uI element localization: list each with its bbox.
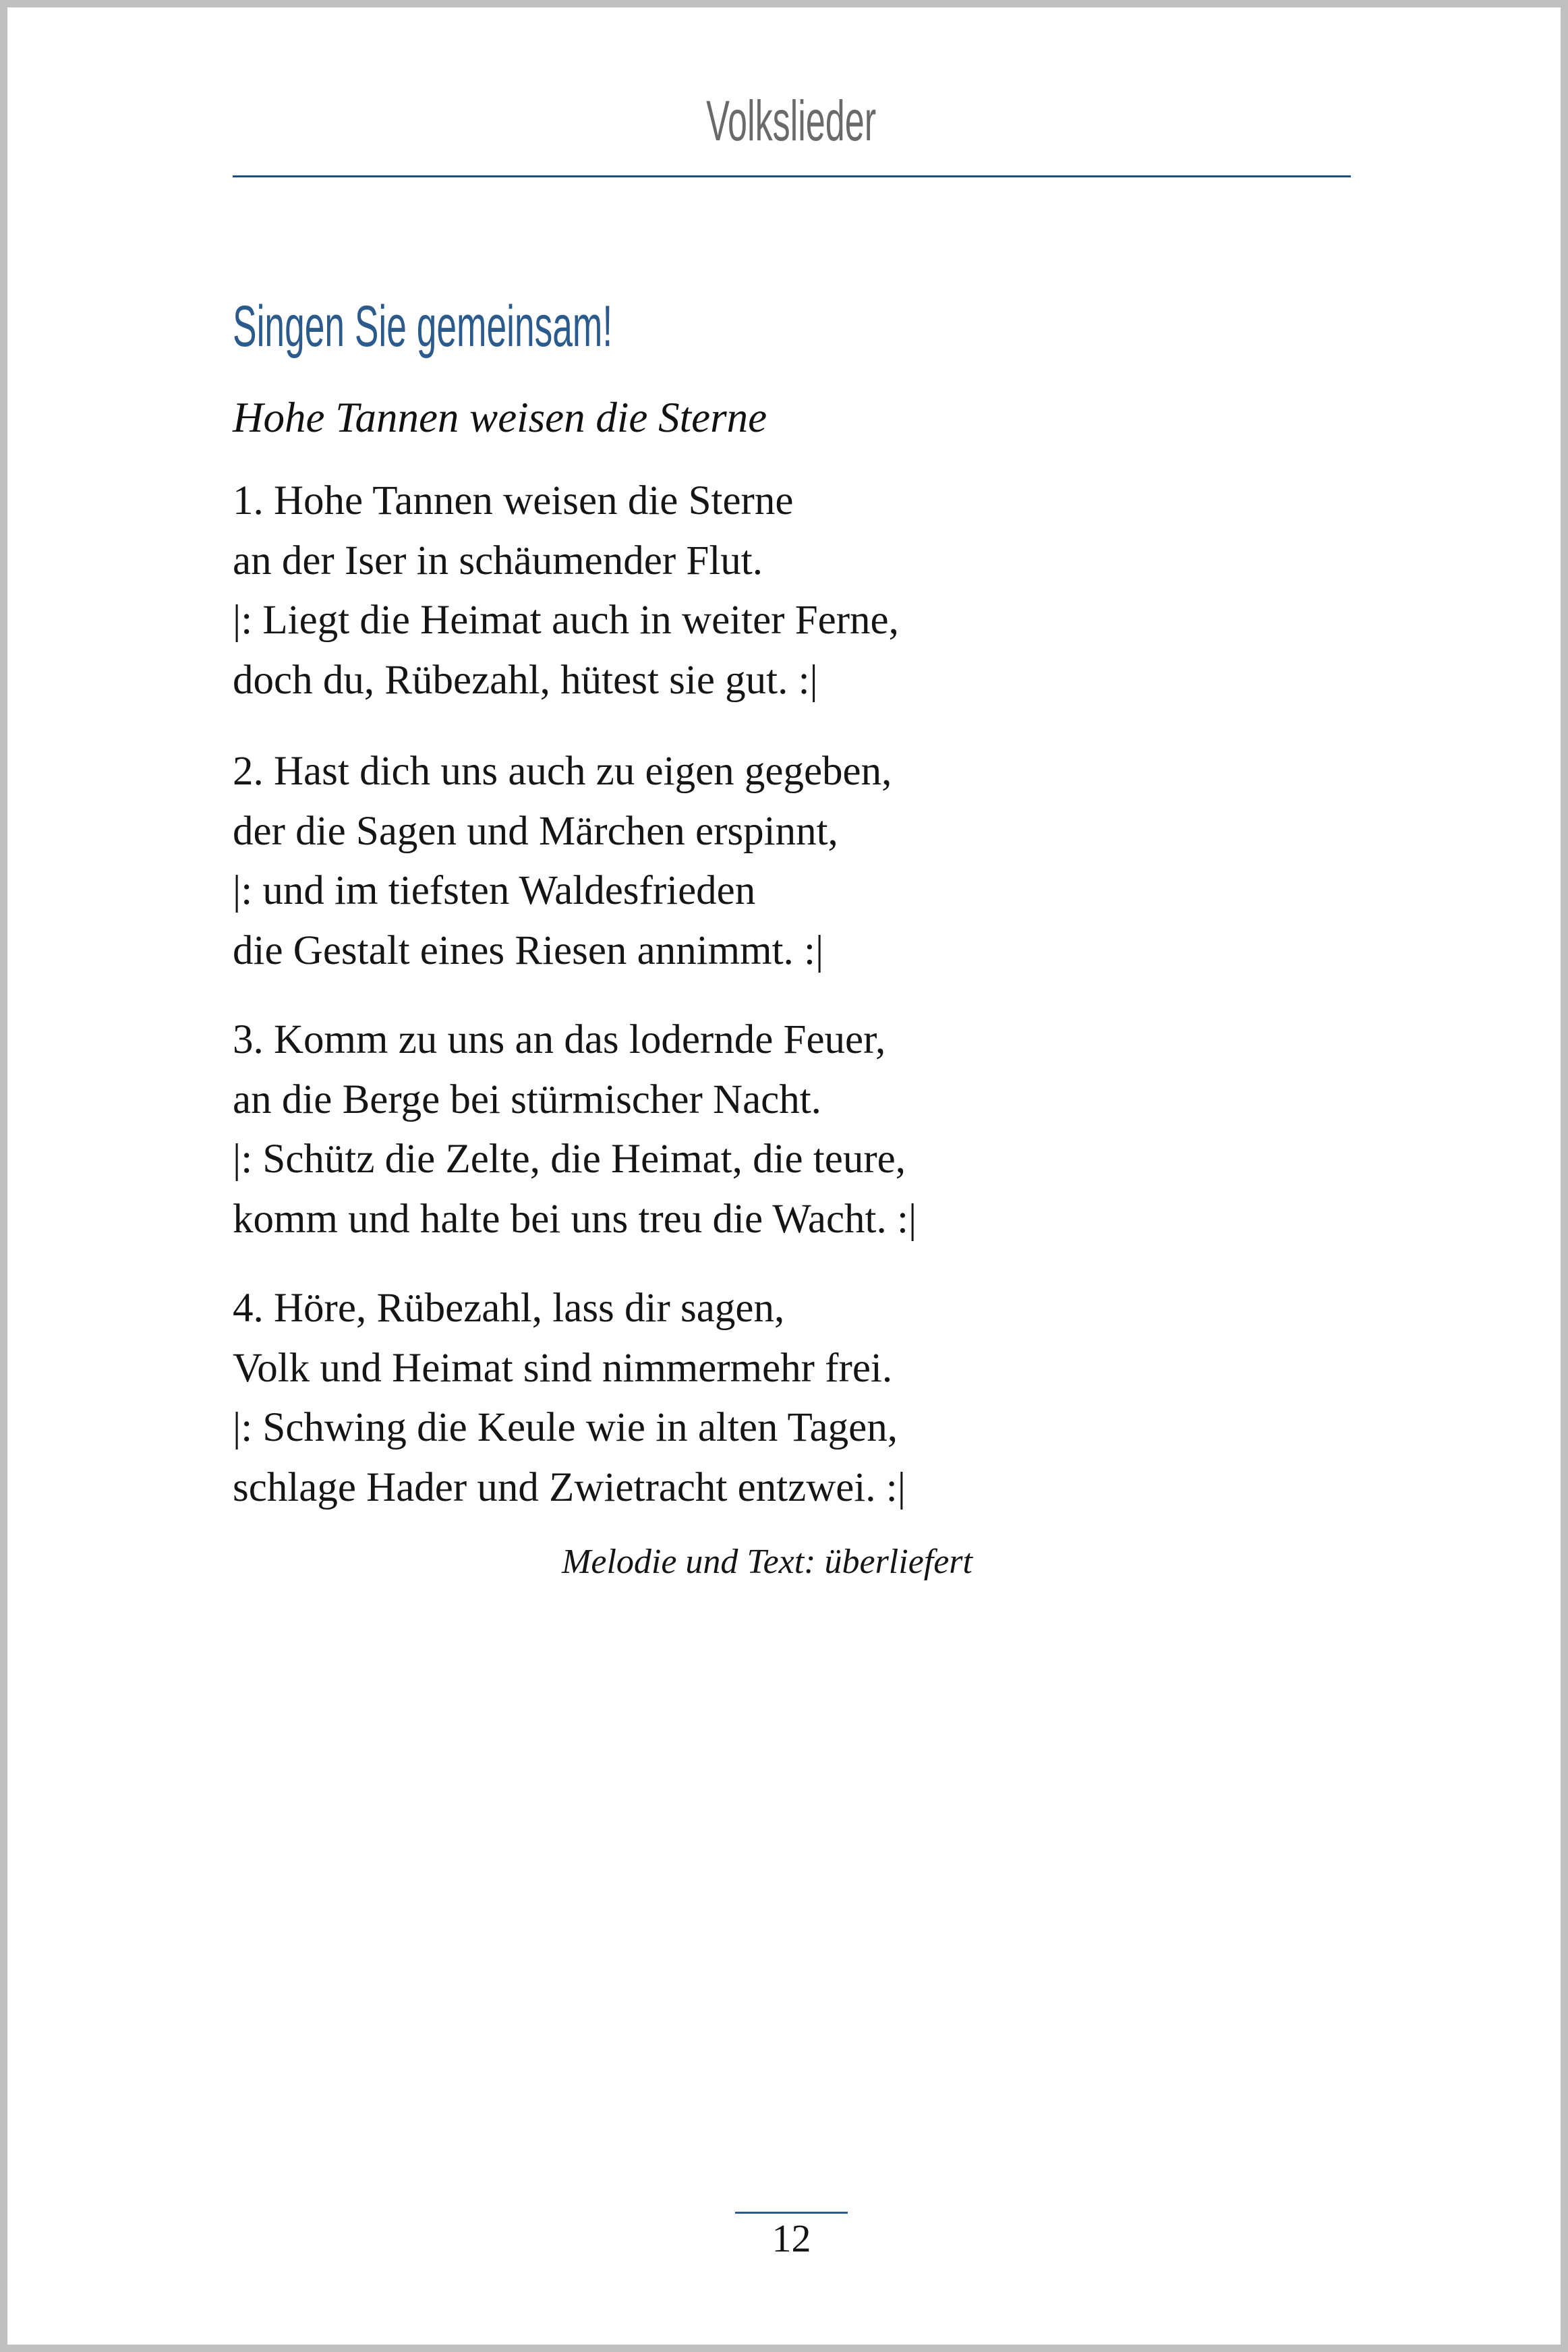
stanza-line: schlage Hader und Zwietracht entzwei. :| [233, 1464, 906, 1510]
stanza-line: |: Schwing die Keule wie in alten Tagen, [233, 1405, 898, 1450]
stanza-line: an die Berge bei stürmischer Nacht. [233, 1077, 821, 1122]
stanza-line: 3. Komm zu uns an das lodernde Feuer, [233, 1017, 886, 1062]
stanza-line: die Gestalt eines Riesen annimmt. :| [233, 927, 824, 973]
stanza-1 [233, 471, 899, 710]
stanza-line: der die Sagen und Märchen erspinnt, [233, 808, 838, 854]
stanza-4 [233, 1279, 906, 1518]
stanza-3 [233, 1010, 917, 1249]
footer-rule [735, 2212, 848, 2214]
stanza-line: an der Iser in schäumender Flut. [233, 538, 763, 583]
stanza-line: 1. Hohe Tannen weisen die Sterne [233, 478, 794, 523]
song-credit: Melodie und Text: überliefert [562, 1543, 972, 1581]
stanza-line: komm und halte bei uns treu die Wacht. :| [233, 1196, 917, 1242]
stanza-line: |: Schütz die Zelte, die Heimat, die teure, [233, 1137, 906, 1182]
running-header [7, 87, 1568, 154]
stanza-line: Volk und Heimat sind nimmermehr frei. [233, 1345, 893, 1391]
stanza-2 [233, 742, 892, 981]
song-title: Hohe Tannen weisen die Sterne [233, 394, 767, 441]
stanza-line: |: Liegt die Heimat auch in weiter Ferne, [233, 598, 899, 643]
section-heading: Singen Sie gemeinsam! [233, 294, 613, 359]
stanza-line: 2. Hast dich uns auch zu eigen gegeben, [233, 749, 892, 794]
header-rule [233, 175, 1351, 177]
running-header-title: Volkslieder [706, 89, 877, 152]
stanza-line: |: und im tiefsten Waldesfrieden [233, 868, 756, 913]
stanza-line: doch du, Rübezahl, hütest sie gut. :| [233, 657, 818, 703]
page-number: 12 [772, 2216, 811, 2260]
stanza-line: 4. Höre, Rübezahl, lass dir sagen, [233, 1286, 785, 1331]
